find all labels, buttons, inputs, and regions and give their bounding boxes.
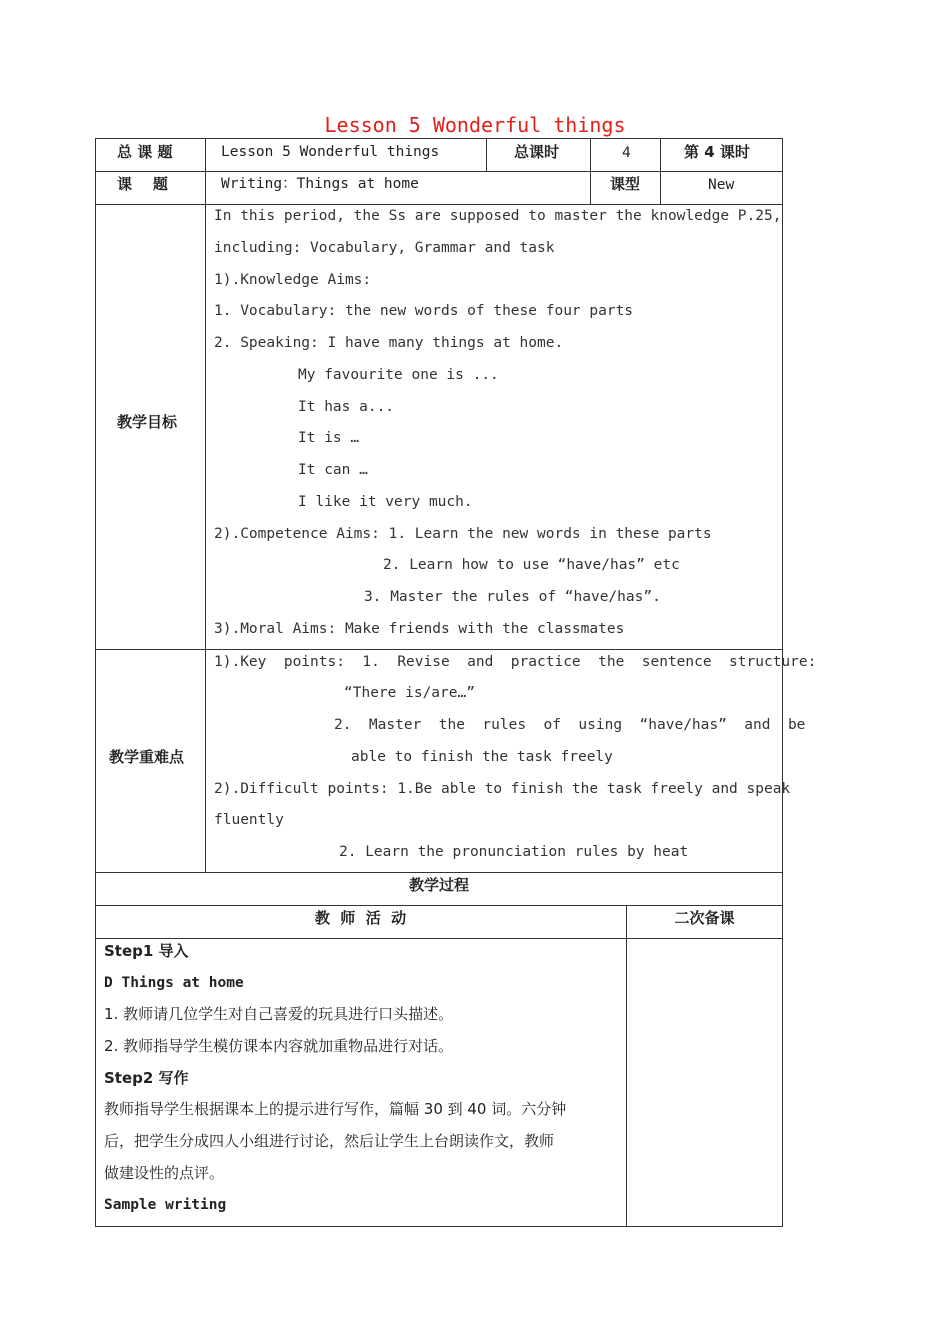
- total-periods-label: 总课时: [514, 143, 560, 161]
- row-divider: [95, 204, 783, 205]
- process-heading: 教学过程: [408, 876, 469, 894]
- teacher-activity-header: 教 师 活 动: [314, 909, 407, 927]
- key-point-line: “There is/are…”: [344, 685, 475, 701]
- process-line: 1. 教师请几位学生对自己喜爱的玩具进行口头描述。: [104, 1005, 454, 1023]
- topic-label: 课 题: [117, 175, 168, 193]
- objective-line: 1).Knowledge Aims:: [214, 272, 372, 288]
- objective-line: 2. Learn how to use “have/has” etc: [383, 557, 680, 573]
- key-point-line: 1).Key points: 1. Revise and practice the sentence structure:: [214, 654, 817, 670]
- objective-line: 2).Competence Aims: 1. Learn the new words in these parts: [214, 526, 712, 542]
- col-divider: [626, 905, 627, 1227]
- objective-line: It is …: [298, 430, 360, 446]
- objective-line: It has a...: [298, 399, 395, 415]
- objective-line: It can …: [298, 462, 368, 478]
- period-number: 第 4 课时: [684, 143, 750, 161]
- row-divider: [95, 938, 783, 939]
- key-point-line: able to finish the task freely: [351, 749, 613, 765]
- row-divider: [95, 872, 783, 873]
- key-point-line: 2).Difficult points: 1.Be able to finish the task freely and speak: [214, 781, 791, 797]
- document-title: Lesson 5 Wonderful things: [324, 113, 626, 137]
- process-line: 做建设性的点评。: [104, 1164, 225, 1182]
- total-topic-value: Lesson 5 Wonderful things: [221, 144, 440, 160]
- objective-line: 2. Speaking: I have many things at home.: [214, 335, 564, 351]
- key-point-line: 2. Master the rules of using “have/has” and be: [334, 717, 806, 733]
- row-divider: [95, 649, 783, 650]
- objective-line: including: Vocabulary, Grammar and task: [214, 240, 555, 256]
- step2-heading: Step2 写作: [104, 1069, 189, 1087]
- objective-line: 3).Moral Aims: Make friends with the classmates: [214, 621, 625, 637]
- row-divider: [95, 905, 783, 906]
- objectives-label: 教学目标: [117, 413, 178, 431]
- total-periods-value: 4: [622, 145, 631, 161]
- step1-subheading: D Things at home: [104, 975, 244, 991]
- sample-writing-label: Sample writing: [104, 1197, 227, 1213]
- key-points-label: 教学重难点: [109, 748, 185, 766]
- col-divider: [660, 138, 661, 204]
- second-prep-header: 二次备课: [674, 909, 735, 927]
- col-divider: [205, 138, 206, 872]
- key-point-line: fluently: [214, 812, 284, 828]
- row-divider: [95, 171, 783, 172]
- col-divider: [486, 138, 487, 171]
- objective-line: I like it very much.: [298, 494, 473, 510]
- lesson-type-label: 课型: [610, 175, 641, 193]
- objective-line: My favourite one is ...: [298, 367, 499, 383]
- process-line: 后，把学生分成四人小组进行讨论，然后让学生上台朗读作文，教师: [104, 1132, 555, 1150]
- objective-line: 3. Master the rules of “have/has”.: [364, 589, 661, 605]
- topic-value: Writing：Things at home: [221, 176, 419, 192]
- process-line: 教师指导学生根据课本上的提示进行写作，篇幅 30 到 40 词。六分钟: [104, 1100, 567, 1118]
- step1-heading: Step1 导入: [104, 942, 189, 960]
- lesson-type-value: New: [708, 177, 735, 193]
- objective-line: In this period, the Ss are supposed to master the knowledge P.25,: [214, 208, 782, 224]
- key-point-line: 2. Learn the pronunciation rules by heat: [339, 844, 689, 860]
- col-divider: [590, 138, 591, 204]
- total-topic-label: 总 课 题: [117, 143, 173, 161]
- process-line: 2. 教师指导学生模仿课本内容就加重物品进行对话。: [104, 1037, 454, 1055]
- objective-line: 1. Vocabulary: the new words of these four parts: [214, 303, 634, 319]
